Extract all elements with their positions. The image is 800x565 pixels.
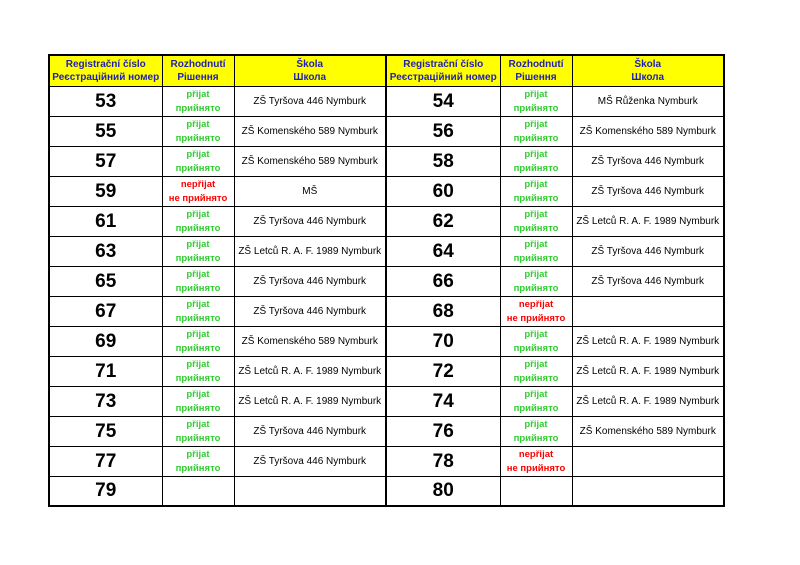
decision-cell <box>500 87 572 117</box>
decision-cell <box>162 177 234 207</box>
decision-cell <box>500 207 572 237</box>
decision-uk: прийнято <box>175 432 221 444</box>
registration-number: 77 <box>49 447 162 477</box>
decision-cell <box>162 417 234 447</box>
registration-number: 80 <box>386 477 500 507</box>
decision-cz: přijat <box>524 358 548 370</box>
decision-cell <box>162 477 234 507</box>
school-cell: ZŠ Komenského 589 Nymburk <box>234 327 386 357</box>
header-school-left: Škola Школа <box>234 55 386 87</box>
decision-cz: přijat <box>186 298 210 310</box>
registration-number: 56 <box>386 117 500 147</box>
decision-cz: přijat <box>186 148 210 160</box>
decision-uk: прийнято <box>175 282 221 294</box>
decision-cz: přijat <box>524 208 548 220</box>
registration-number: 57 <box>49 147 162 177</box>
table-row <box>49 387 724 417</box>
registration-number: 60 <box>386 177 500 207</box>
decision-cell <box>162 117 234 147</box>
registration-number: 72 <box>386 357 500 387</box>
decision-uk: не прийнято <box>506 462 566 474</box>
registration-number: 75 <box>49 417 162 447</box>
school-cell: ZŠ Letců R. A. F. 1989 Nymburk <box>234 387 386 417</box>
table-row <box>49 207 724 237</box>
school-cell: ZŠ Tyršova 446 Nymburk <box>572 147 724 177</box>
registration-number: 73 <box>49 387 162 417</box>
school-cell: ZŠ Letců R. A. F. 1989 Nymburk <box>572 357 724 387</box>
decision-cz: přijat <box>524 238 548 250</box>
decision-cz: přijat <box>524 148 548 160</box>
registration-number: 66 <box>386 267 500 297</box>
school-cell: ZŠ Tyršova 446 Nymburk <box>234 87 386 117</box>
table-row <box>49 357 724 387</box>
decision-uk: прийнято <box>513 432 559 444</box>
decision-cell <box>500 177 572 207</box>
registration-number: 53 <box>49 87 162 117</box>
registration-number: 79 <box>49 477 162 507</box>
decision-cell <box>500 387 572 417</box>
decision-cz: přijat <box>186 88 210 100</box>
decision-uk: прийнято <box>513 342 559 354</box>
decision-uk: прийнято <box>175 312 221 324</box>
decision-cz: přijat <box>524 178 548 190</box>
results-table <box>48 54 725 507</box>
registration-number: 61 <box>49 207 162 237</box>
school-cell: MŠ <box>234 177 386 207</box>
registration-number: 54 <box>386 87 500 117</box>
school-cell: ZŠ Tyršova 446 Nymburk <box>572 237 724 267</box>
registration-number: 76 <box>386 417 500 447</box>
registration-number: 68 <box>386 297 500 327</box>
school-cell: ZŠ Tyršova 446 Nymburk <box>234 447 386 477</box>
decision-uk: прийнято <box>513 102 559 114</box>
table-row <box>49 177 724 207</box>
decision-cz: nepřijat <box>518 448 554 460</box>
decision-uk: не прийнято <box>168 192 228 204</box>
registration-number: 74 <box>386 387 500 417</box>
school-cell: ZŠ Komenského 589 Nymburk <box>234 147 386 177</box>
school-cell: ZŠ Letců R. A. F. 1989 Nymburk <box>572 207 724 237</box>
decision-uk: прийнято <box>175 372 221 384</box>
decision-cell <box>500 147 572 177</box>
decision-cz: přijat <box>186 418 210 430</box>
registration-number: 69 <box>49 327 162 357</box>
decision-cz: nepřijat <box>180 178 216 190</box>
decision-cell <box>162 447 234 477</box>
registration-number: 58 <box>386 147 500 177</box>
table-row <box>49 477 724 507</box>
school-cell: ZŠ Letců R. A. F. 1989 Nymburk <box>234 237 386 267</box>
school-cell: ZŠ Komenského 589 Nymburk <box>572 417 724 447</box>
table-row <box>49 147 724 177</box>
school-cell: ZŠ Tyršova 446 Nymburk <box>234 297 386 327</box>
decision-cell <box>162 87 234 117</box>
decision-uk: прийнято <box>513 162 559 174</box>
registration-number: 62 <box>386 207 500 237</box>
table-row <box>49 237 724 267</box>
registration-results-sheet <box>48 54 725 507</box>
decision-uk: прийнято <box>175 462 221 474</box>
registration-number: 78 <box>386 447 500 477</box>
decision-cell <box>500 267 572 297</box>
decision-uk: прийнято <box>513 132 559 144</box>
header-school-right: Škola Школа <box>572 55 724 87</box>
table-row <box>49 327 724 357</box>
registration-number: 70 <box>386 327 500 357</box>
school-cell: ZŠ Tyršova 446 Nymburk <box>572 177 724 207</box>
decision-cell <box>500 417 572 447</box>
decision-uk: не прийнято <box>506 312 566 324</box>
decision-cell <box>162 357 234 387</box>
decision-cell <box>500 477 572 507</box>
decision-uk: прийнято <box>513 192 559 204</box>
table-row <box>49 267 724 297</box>
decision-cell <box>500 357 572 387</box>
decision-cell <box>500 327 572 357</box>
decision-uk: прийнято <box>175 222 221 234</box>
registration-number: 65 <box>49 267 162 297</box>
decision-uk: прийнято <box>513 252 559 264</box>
decision-cell <box>162 327 234 357</box>
school-cell <box>572 297 724 327</box>
decision-uk: прийнято <box>175 342 221 354</box>
decision-cell <box>500 117 572 147</box>
decision-cz: přijat <box>186 208 210 220</box>
school-cell: MŠ Růženka Nymburk <box>572 87 724 117</box>
school-cell: ZŠ Tyršova 446 Nymburk <box>572 267 724 297</box>
decision-cell <box>500 237 572 267</box>
header-registration-right: Registrační číslo Реєстраційний номер <box>386 55 500 87</box>
school-cell <box>572 447 724 477</box>
decision-cz: přijat <box>524 268 548 280</box>
school-cell: ZŠ Komenského 589 Nymburk <box>234 117 386 147</box>
school-cell: ZŠ Tyršova 446 Nymburk <box>234 207 386 237</box>
decision-uk: прийнято <box>513 372 559 384</box>
table-row <box>49 417 724 447</box>
decision-cz: nepřijat <box>518 298 554 310</box>
registration-number: 63 <box>49 237 162 267</box>
decision-cell <box>162 207 234 237</box>
decision-cell <box>162 147 234 177</box>
registration-number: 55 <box>49 117 162 147</box>
decision-cell <box>162 387 234 417</box>
decision-uk: прийнято <box>175 162 221 174</box>
decision-cz: přijat <box>524 418 548 430</box>
decision-uk: прийнято <box>175 252 221 264</box>
table-row <box>49 87 724 117</box>
decision-cz: přijat <box>186 268 210 280</box>
decision-cell <box>500 447 572 477</box>
decision-cz: přijat <box>186 388 210 400</box>
decision-cz: přijat <box>186 328 210 340</box>
decision-cz: přijat <box>186 238 210 250</box>
decision-cz: přijat <box>186 118 210 130</box>
decision-uk: прийнято <box>513 222 559 234</box>
decision-uk: прийнято <box>513 402 559 414</box>
decision-cell <box>162 297 234 327</box>
registration-number: 71 <box>49 357 162 387</box>
header-row <box>49 55 724 87</box>
decision-cz: přijat <box>186 448 210 460</box>
header-registration-left: Registrační číslo Реєстраційний номер <box>49 55 162 87</box>
decision-uk: прийнято <box>175 132 221 144</box>
table-row <box>49 297 724 327</box>
decision-cz: přijat <box>524 388 548 400</box>
table-row <box>49 117 724 147</box>
school-cell: ZŠ Tyršova 446 Nymburk <box>234 267 386 297</box>
table-row <box>49 447 724 477</box>
registration-number: 59 <box>49 177 162 207</box>
decision-cell <box>162 237 234 267</box>
header-decision-left: Rozhodnutí Рішення <box>162 55 234 87</box>
decision-cz: přijat <box>524 88 548 100</box>
decision-cz: přijat <box>524 328 548 340</box>
decision-cz: přijat <box>524 118 548 130</box>
school-cell: ZŠ Komenského 589 Nymburk <box>572 117 724 147</box>
school-cell: ZŠ Letců R. A. F. 1989 Nymburk <box>572 327 724 357</box>
school-cell: ZŠ Tyršova 446 Nymburk <box>234 417 386 447</box>
school-cell <box>234 477 386 507</box>
decision-cz: přijat <box>186 358 210 370</box>
school-cell <box>572 477 724 507</box>
decision-uk: прийнято <box>513 282 559 294</box>
header-decision-right: Rozhodnutí Рішення <box>500 55 572 87</box>
decision-uk: прийнято <box>175 402 221 414</box>
decision-cell <box>162 267 234 297</box>
school-cell: ZŠ Letců R. A. F. 1989 Nymburk <box>572 387 724 417</box>
registration-number: 67 <box>49 297 162 327</box>
registration-number: 64 <box>386 237 500 267</box>
decision-uk: прийнято <box>175 102 221 114</box>
school-cell: ZŠ Letců R. A. F. 1989 Nymburk <box>234 357 386 387</box>
decision-cell <box>500 297 572 327</box>
